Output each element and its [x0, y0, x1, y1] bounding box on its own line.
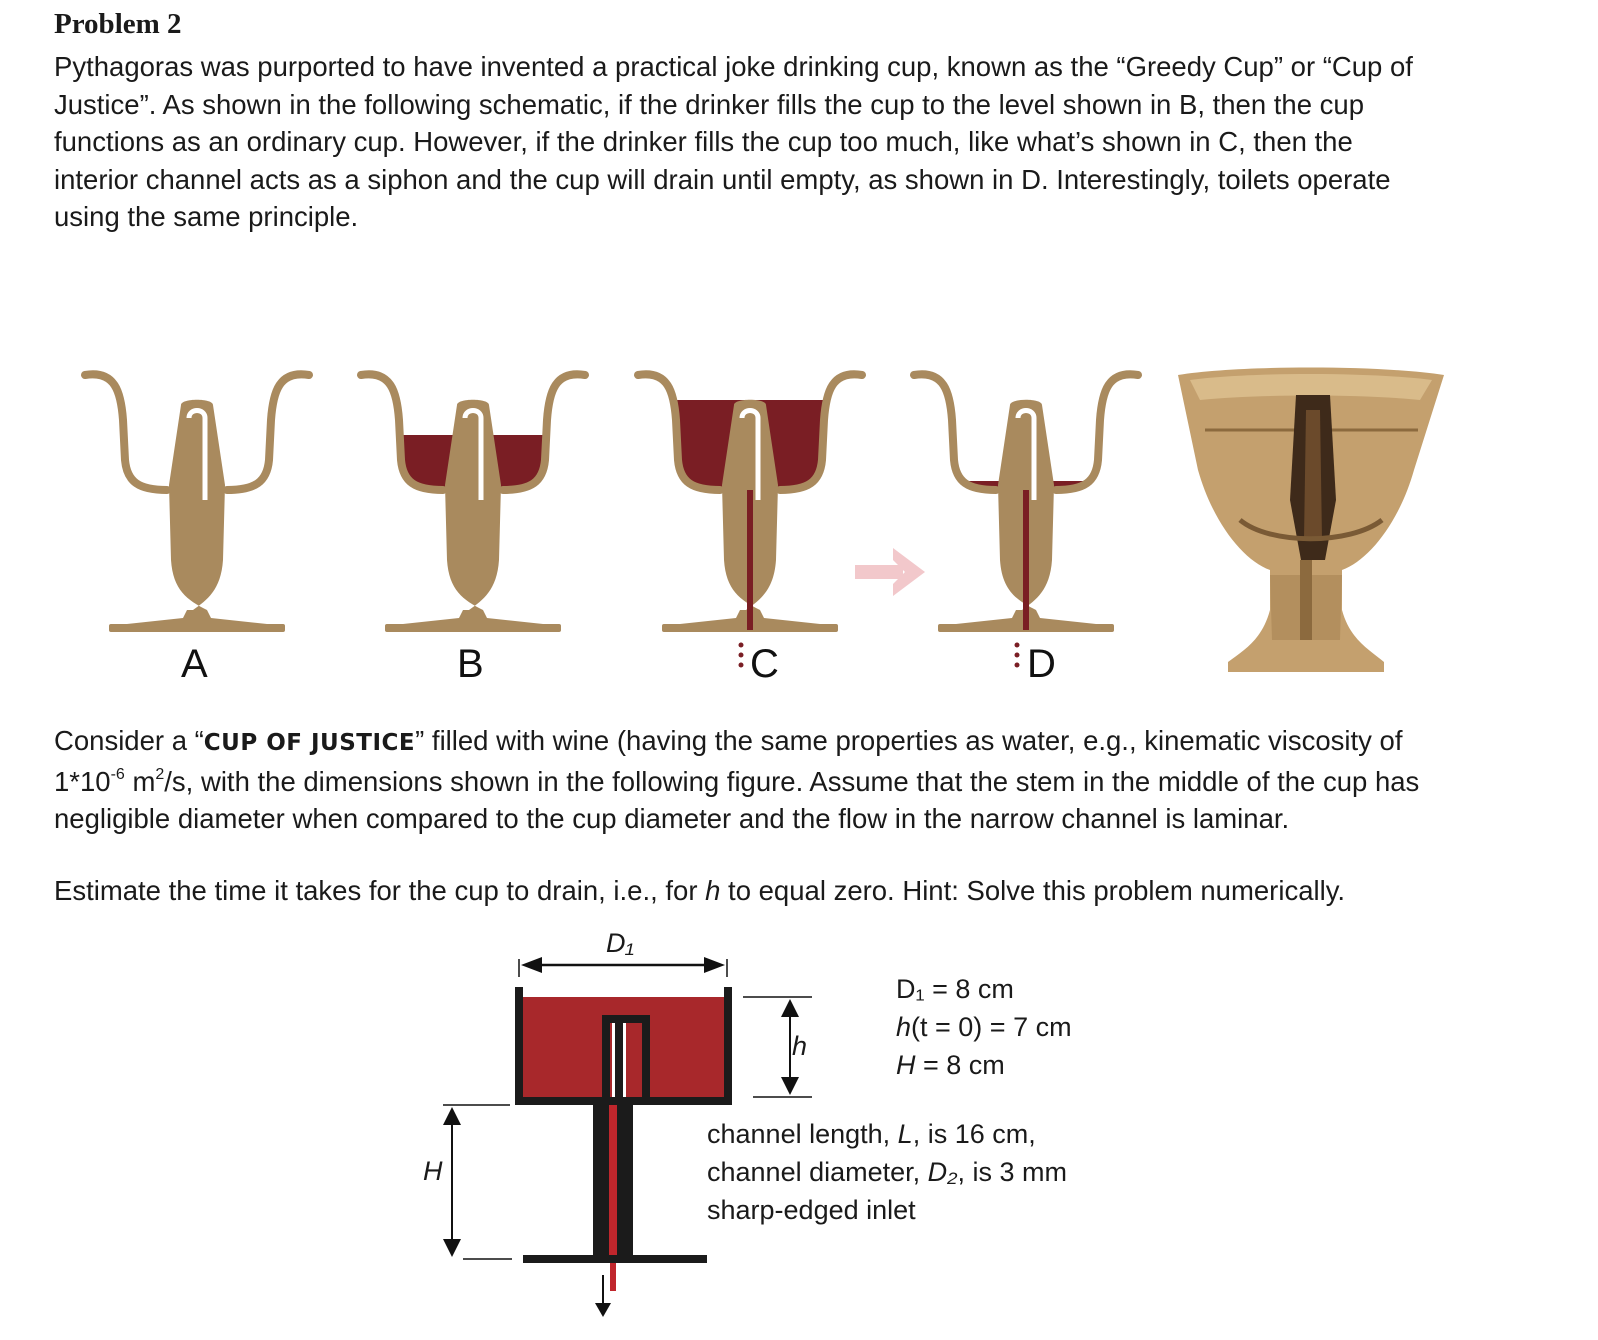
- consider-text: /s, with the dimensions shown in the following figure. Assume that the stem in the middle of the cup has: [164, 765, 1420, 797]
- spec-value: = 8 cm: [915, 1050, 1005, 1080]
- spec-h0: [896, 1008, 1072, 1046]
- intro-line: Pythagoras was purported to have invented a practical joke drinking cup, known as the “Greedy Cup” or “Cup of: [54, 51, 1413, 82]
- channel-var: D₂: [927, 1157, 958, 1187]
- intro-line: Justice”. As shown in the following schematic, if the drinker fills the cup to the level shown in B, then the cup: [54, 88, 1364, 120]
- consider-text: ” filled with wine (having the same properties as water, e.g., kinematic viscosity of: [415, 725, 1403, 756]
- task-part: to equal zero. Hint: Solve this problem numerically.: [720, 875, 1346, 906]
- intro-line: functions as an ordinary cup. However, if the drinker fills the cup too much, like what’s shown in C, then the: [54, 126, 1353, 158]
- exponent: 2: [155, 765, 165, 783]
- exponent: -6: [110, 765, 125, 783]
- h-dimension-label: h: [792, 1031, 808, 1061]
- spec-var: H: [896, 1050, 916, 1080]
- consider-text: Consider a “: [54, 725, 204, 756]
- consider-text: m: [124, 765, 156, 797]
- cup-a-diagram: [85, 374, 309, 632]
- cup-label-a: A: [181, 642, 208, 686]
- channel-length: [707, 1115, 1067, 1153]
- cup-d-diagram: [914, 374, 1138, 667]
- channel-inlet: sharp-edged inlet: [707, 1195, 916, 1225]
- d1-dimension-label: D₁: [606, 928, 635, 958]
- intro-line: using the same principle.: [54, 201, 359, 233]
- consider-text: 1*10: [54, 765, 111, 797]
- consider-line-2: [54, 763, 1419, 801]
- task-line: [54, 872, 1345, 910]
- spec-var: h: [896, 1012, 912, 1042]
- channel-text: channel diameter,: [707, 1157, 928, 1187]
- cup-of-justice-term: CUP OF JUSTICE: [203, 730, 416, 756]
- spec-value: (t = 0) = 7 cm: [911, 1012, 1072, 1042]
- channel-specs: [707, 1115, 1067, 1229]
- arrow-right-icon: [855, 548, 925, 596]
- channel-diameter: [707, 1153, 1067, 1191]
- cup-label-d: D: [1027, 642, 1056, 686]
- spec-H: [896, 1046, 1072, 1084]
- cup-label-b: B: [457, 642, 484, 686]
- intro-line: interior channel acts as a siphon and the cup will drain until empty, as shown in D. Interestingly, toilets operate: [54, 163, 1391, 195]
- channel-text: channel length,: [707, 1119, 898, 1149]
- H-dimension-label: H: [423, 1156, 443, 1186]
- consider-paragraph: [54, 722, 1419, 838]
- channel-text: , is 3 mm: [957, 1157, 1067, 1187]
- channel-text: , is 16 cm,: [912, 1119, 1036, 1149]
- cup-b-diagram: [361, 374, 585, 632]
- cup-artifact-photo: [1178, 368, 1444, 673]
- problem-heading: Problem 2: [54, 8, 182, 40]
- task-text: [54, 872, 1345, 910]
- channel-var: L: [897, 1119, 913, 1149]
- spec-d1: D₁ = 8 cm: [896, 974, 1014, 1004]
- consider-line-1: [54, 722, 1419, 763]
- cup-label-c: C: [750, 642, 779, 686]
- spec-list: [896, 970, 1072, 1084]
- task-variable: h: [705, 875, 721, 906]
- consider-line-3: negligible diameter when compared to the cup diameter and the flow in the narrow channel is laminar.: [54, 803, 1290, 835]
- cup-c-diagram: [638, 374, 862, 667]
- task-part: Estimate the time it takes for the cup to drain, i.e., for: [54, 875, 706, 906]
